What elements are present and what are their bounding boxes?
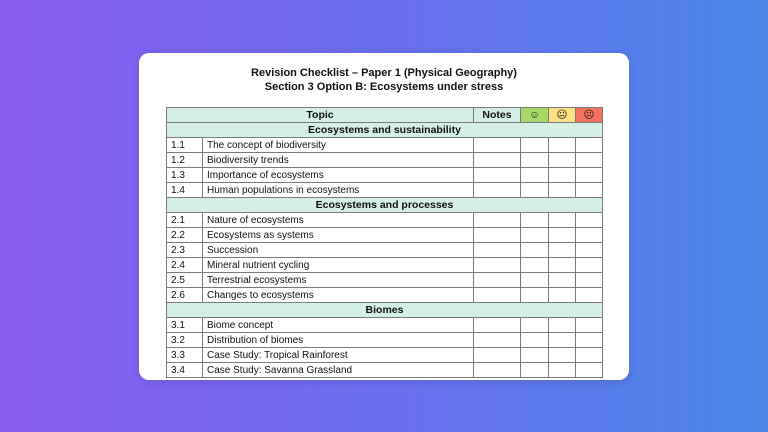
notes-cell[interactable] — [474, 243, 521, 258]
happy-check-cell[interactable] — [521, 333, 549, 348]
neutral-check-cell[interactable] — [549, 258, 576, 273]
neutral-check-cell[interactable] — [549, 273, 576, 288]
sad-check-cell[interactable] — [576, 138, 603, 153]
neutral-check-cell[interactable] — [549, 288, 576, 303]
notes-cell[interactable] — [474, 228, 521, 243]
table-row — [167, 363, 603, 378]
sad-check-cell[interactable] — [576, 228, 603, 243]
sad-check-cell[interactable] — [576, 288, 603, 303]
section-heading-row — [167, 303, 603, 318]
notes-cell[interactable] — [474, 318, 521, 333]
neutral-check-cell[interactable] — [549, 318, 576, 333]
neutral-check-cell[interactable] — [549, 363, 576, 378]
sad-check-cell[interactable] — [576, 258, 603, 273]
happy-check-cell[interactable] — [521, 288, 549, 303]
notes-header: Notes — [474, 108, 521, 123]
topic-name: Importance of ecosystems — [203, 168, 474, 183]
topic-number: 3.1 — [167, 318, 203, 333]
topic-name: Distribution of biomes — [203, 333, 474, 348]
happy-check-cell[interactable] — [521, 318, 549, 333]
topic-name: Nature of ecosystems — [203, 213, 474, 228]
topic-name: Mineral nutrient cycling — [203, 258, 474, 273]
table-row — [167, 333, 603, 348]
notes-cell[interactable] — [474, 183, 521, 198]
topic-number: 2.4 — [167, 258, 203, 273]
section-heading-row — [167, 123, 603, 138]
sad-face-icon: ☹ — [576, 108, 603, 123]
neutral-check-cell[interactable] — [549, 153, 576, 168]
topic-number: 1.4 — [167, 183, 203, 198]
notes-cell[interactable] — [474, 363, 521, 378]
section-heading: Biomes — [167, 303, 603, 318]
happy-check-cell[interactable] — [521, 243, 549, 258]
topic-name: Changes to ecosystems — [203, 288, 474, 303]
sad-check-cell[interactable] — [576, 168, 603, 183]
topic-name: Terrestrial ecosystems — [203, 273, 474, 288]
happy-check-cell[interactable] — [521, 153, 549, 168]
topic-number: 2.5 — [167, 273, 203, 288]
happy-check-cell[interactable] — [521, 348, 549, 363]
table-row — [167, 288, 603, 303]
table-row — [167, 348, 603, 363]
topic-name: Human populations in ecosystems — [203, 183, 474, 198]
topic-number: 2.6 — [167, 288, 203, 303]
neutral-check-cell[interactable] — [549, 348, 576, 363]
happy-check-cell[interactable] — [521, 213, 549, 228]
topic-number: 1.3 — [167, 168, 203, 183]
topic-number: 2.2 — [167, 228, 203, 243]
neutral-check-cell[interactable] — [549, 183, 576, 198]
notes-cell[interactable] — [474, 168, 521, 183]
topic-number: 1.2 — [167, 153, 203, 168]
notes-cell[interactable] — [474, 153, 521, 168]
table-row — [167, 318, 603, 333]
sad-check-cell[interactable] — [576, 333, 603, 348]
neutral-check-cell[interactable] — [549, 213, 576, 228]
table-row — [167, 258, 603, 273]
happy-check-cell[interactable] — [521, 273, 549, 288]
sad-check-cell[interactable] — [576, 363, 603, 378]
neutral-face-icon: 😐 — [549, 108, 576, 123]
notes-cell[interactable] — [474, 333, 521, 348]
title-line-1: Revision Checklist – Paper 1 (Physical Geography) — [251, 67, 517, 79]
topic-number: 1.1 — [167, 138, 203, 153]
happy-check-cell[interactable] — [521, 168, 549, 183]
notes-cell[interactable] — [474, 273, 521, 288]
sad-check-cell[interactable] — [576, 213, 603, 228]
topic-number: 3.3 — [167, 348, 203, 363]
table-row — [167, 153, 603, 168]
checklist-title — [139, 66, 629, 94]
topic-name: Case Study: Tropical Rainforest — [203, 348, 474, 363]
neutral-check-cell[interactable] — [549, 243, 576, 258]
table-row — [167, 168, 603, 183]
sad-check-cell[interactable] — [576, 348, 603, 363]
topic-name: Biome concept — [203, 318, 474, 333]
sad-check-cell[interactable] — [576, 318, 603, 333]
section-heading: Ecosystems and processes — [167, 198, 603, 213]
happy-face-icon: ☺ — [521, 108, 549, 123]
topic-number: 2.3 — [167, 243, 203, 258]
section-heading: Ecosystems and sustainability — [167, 123, 603, 138]
topic-name: Case Study: Savanna Grassland — [203, 363, 474, 378]
sad-check-cell[interactable] — [576, 153, 603, 168]
table-header-row — [167, 108, 603, 123]
topic-header: Topic — [167, 108, 474, 123]
table-row — [167, 213, 603, 228]
topic-name: The concept of biodiversity — [203, 138, 474, 153]
table-row — [167, 138, 603, 153]
happy-check-cell[interactable] — [521, 258, 549, 273]
neutral-check-cell[interactable] — [549, 333, 576, 348]
title-line-2: Section 3 Option B: Ecosystems under stress — [264, 81, 504, 93]
happy-check-cell[interactable] — [521, 363, 549, 378]
topic-number: 3.4 — [167, 363, 203, 378]
table-body — [167, 123, 603, 378]
table-row — [167, 183, 603, 198]
checklist-card — [139, 53, 629, 380]
topic-name: Biodiversity trends — [203, 153, 474, 168]
topic-number: 2.1 — [167, 213, 203, 228]
topic-number: 3.2 — [167, 333, 203, 348]
notes-cell[interactable] — [474, 213, 521, 228]
table-row — [167, 243, 603, 258]
topic-name: Succession — [203, 243, 474, 258]
notes-cell[interactable] — [474, 138, 521, 153]
happy-check-cell[interactable] — [521, 228, 549, 243]
checklist-table — [166, 107, 603, 378]
sad-check-cell[interactable] — [576, 273, 603, 288]
table-row — [167, 273, 603, 288]
neutral-check-cell[interactable] — [549, 168, 576, 183]
section-heading-row — [167, 198, 603, 213]
notes-cell[interactable] — [474, 258, 521, 273]
notes-cell[interactable] — [474, 288, 521, 303]
notes-cell[interactable] — [474, 348, 521, 363]
sad-check-cell[interactable] — [576, 243, 603, 258]
happy-check-cell[interactable] — [521, 183, 549, 198]
happy-check-cell[interactable] — [521, 138, 549, 153]
table-row — [167, 228, 603, 243]
neutral-check-cell[interactable] — [549, 138, 576, 153]
neutral-check-cell[interactable] — [549, 228, 576, 243]
sad-check-cell[interactable] — [576, 183, 603, 198]
topic-name: Ecosystems as systems — [203, 228, 474, 243]
